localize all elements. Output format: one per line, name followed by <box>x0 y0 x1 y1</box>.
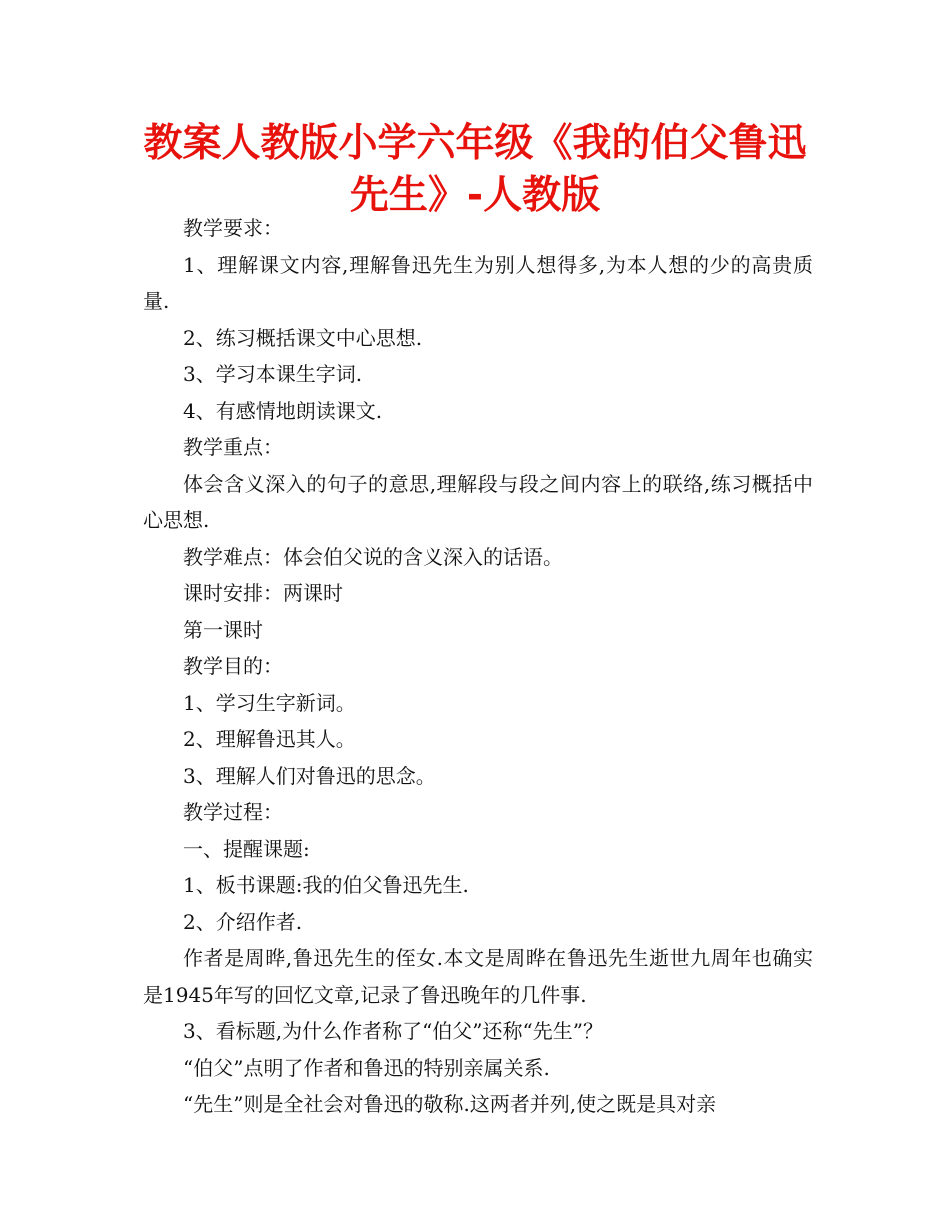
paragraph: 教学重点： <box>183 435 283 459</box>
paragraph: 教学要求： <box>183 216 283 240</box>
paragraph: 作者是周晔,鲁迅先生的侄女.本文是周晔在鲁迅先生逝世九周年也确实是1945年写的回忆文章,记录了鲁迅晚年的几件事. <box>143 946 813 1007</box>
document-body <box>143 210 813 1123</box>
paragraph: 第一课时 <box>183 617 263 642</box>
paragraph: 1、学习生字新词。 <box>183 690 356 715</box>
paragraph: 教学过程： <box>183 800 283 824</box>
paragraph: 体会含义深入的句子的意思,理解段与段之间内容上的联络,练习概括中心思想. <box>143 471 813 532</box>
paragraph: 3、看标题,为什么作者称了“伯父”还称“先生”？ <box>183 1019 603 1043</box>
paragraph: 教学目的： <box>183 654 283 678</box>
document-title: 教案人教版小学六年级《我的伯父鲁迅先生》-人教版 <box>143 121 807 218</box>
paragraph: 2、理解鲁迅其人。 <box>183 727 356 751</box>
paragraph: 3、学习本课生字词. <box>183 362 363 386</box>
paragraph: “伯父”点明了作者和鲁迅的特别亲属关系. <box>183 1055 550 1080</box>
paragraph: 2、练习概括课文中心思想. <box>183 325 423 350</box>
paragraph: 教学难点：体会伯父说的含义深入的话语。 <box>183 544 563 569</box>
paragraph: “先生”则是全社会对鲁迅的敬称.这两者并列,使之既是具对亲 <box>183 1092 717 1116</box>
paragraph: 2、介绍作者. <box>183 909 303 934</box>
paragraph: 1、板书课题:我的伯父鲁迅先生. <box>183 873 469 897</box>
paragraph: 课时安排：两课时 <box>183 581 343 605</box>
paragraph: 1、理解课文内容,理解鲁迅先生为别人想得多,为本人想的少的高贵质量. <box>143 252 813 313</box>
paragraph: 一、提醒课题: <box>183 836 310 861</box>
paragraph: 4、有感情地朗读课文. <box>183 398 383 423</box>
paragraph: 3、理解人们对鲁迅的思念。 <box>183 763 436 788</box>
